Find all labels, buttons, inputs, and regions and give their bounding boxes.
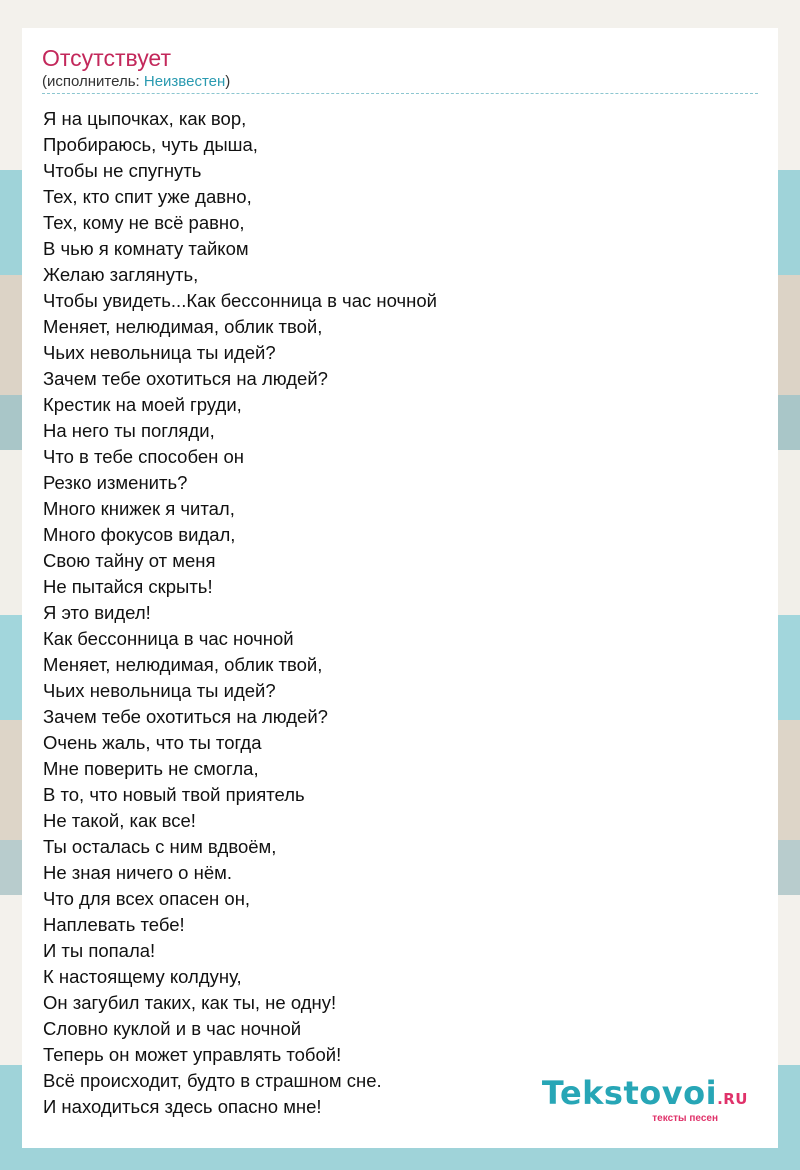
lyric-line: Зачем тебе охотиться на людей? [43,706,328,727]
lyric-line: Чтобы увидеть...Как бессонница в час ночной [43,290,437,311]
logo-tagline: тексты песен [652,1113,718,1124]
lyric-line: Не такой, как все! [43,810,196,831]
lyric-line: Что в тебе способен он [43,446,244,467]
logo-name: Tekstovoi [541,1074,718,1112]
lyric-line: Пробираюсь, чуть дыша, [43,134,258,155]
lyric-line: Чтобы не спугнуть [43,160,202,181]
lyric-line: Не зная ничего о нём. [43,862,232,883]
song-title: Отсутствует [42,45,171,71]
lyric-line: Резко изменить? [43,472,188,493]
artist-link[interactable]: Неизвестен [143,73,226,90]
lyric-line: Тех, кому не всё равно, [43,212,245,233]
lyric-line: Много книжек я читал, [43,498,235,519]
lyric-line: Очень жаль, что ты тогда [43,732,262,753]
lyric-line: Как бессонница в час ночной [43,628,294,649]
artist-line [42,72,230,92]
lyric-line: Не пытайся скрыть! [43,576,213,597]
lyric-line: Всё происходит, будто в страшном сне. [43,1070,382,1091]
lyrics-card [22,28,778,1148]
artist-suffix: ) [225,73,231,90]
lyric-line: Зачем тебе охотиться на людей? [43,368,328,389]
lyric-line: Много фокусов видал, [43,524,236,545]
lyric-line: Крестик на моей груди, [43,394,242,415]
lyric-line: К настоящему колдуну, [43,966,242,987]
lyric-line: Меняет, нелюдимая, облик твой, [43,654,323,675]
logo-tld: .RU [717,1090,748,1108]
lyric-line: Желаю заглянуть, [43,264,199,285]
lyric-line: Меняет, нелюдимая, облик твой, [43,316,323,337]
logo-wordmark [542,1076,748,1116]
lyric-line: В то, что новый твой приятель [43,784,305,805]
lyric-line: Чьих невольница ты идей? [43,342,276,363]
lyric-line: Свою тайну от меня [43,550,216,571]
lyric-line: Наплевать тебе! [43,914,185,935]
lyric-line: И ты попала! [43,940,156,961]
lyric-line: В чью я комнату тайком [43,238,249,259]
lyric-line: И находиться здесь опасно мне! [43,1096,322,1117]
lyric-line: Я на цыпочках, как вор, [43,108,247,129]
lyric-line: Теперь он может управлять тобой! [43,1044,342,1065]
lyric-line: Он загубил таких, как ты, не одну! [43,992,337,1013]
lyric-line: Что для всех опасен он, [43,888,251,909]
lyric-line: Я это видел! [43,602,151,623]
lyric-line: Словно куклой и в час ночной [43,1018,302,1039]
title-divider [42,93,758,94]
lyric-line: На него ты погляди, [43,420,215,441]
lyric-line: Чьих невольница ты идей? [43,680,276,701]
lyric-line: Тех, кто спит уже давно, [43,186,252,207]
lyrics-list [43,106,437,1120]
lyric-line: Мне поверить не смогла, [43,758,259,779]
artist-prefix: (исполнитель: [42,73,144,90]
site-logo[interactable] [542,1076,748,1124]
lyric-line: Ты осталась с ним вдвоём, [43,836,277,857]
